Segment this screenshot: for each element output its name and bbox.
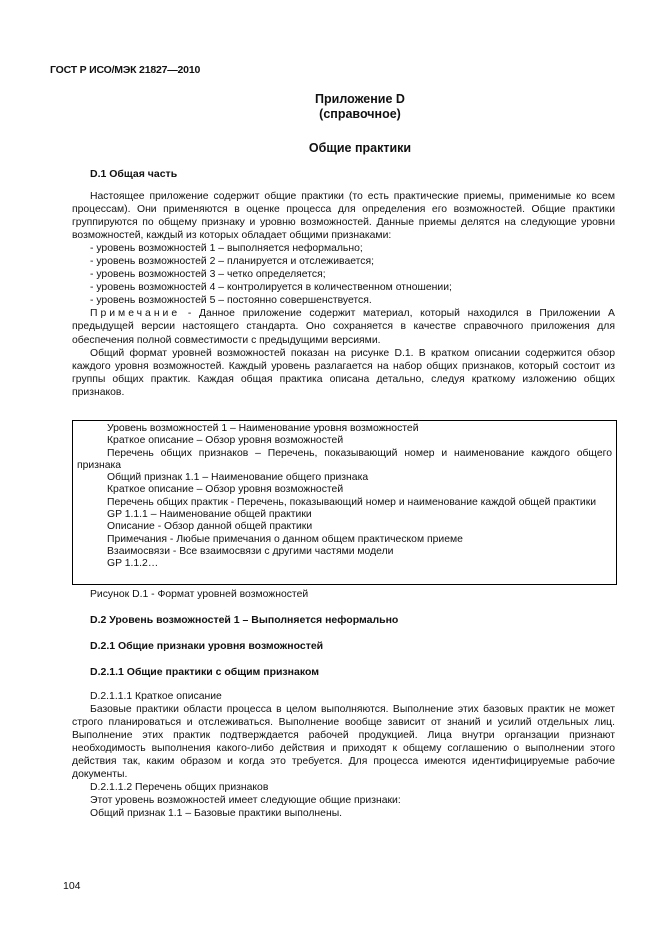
level-item: - уровень возможностей 2 – планируется и отслеживается; xyxy=(90,256,375,268)
level-item: - уровень возможностей 1 – выполняется неформально; xyxy=(90,243,363,255)
level-item: - уровень возможностей 5 – постоянно совершенствуется. xyxy=(90,295,372,307)
figure-line: Взаимосвязи - Все взаимосвязи с другими частями модели xyxy=(107,545,394,557)
level-item: - уровень возможностей 4 – контролируется в количественном отношении; xyxy=(90,282,452,294)
page-number: 104 xyxy=(63,880,81,892)
figure-line: Краткое описание – Обзор уровня возможностей xyxy=(107,435,344,447)
figure-caption: Рисунок D.1 - Формат уровней возможностей xyxy=(90,589,309,600)
standard-header: ГОСТ Р ИСО/МЭК 21827—2010 xyxy=(50,64,201,76)
note-text: - Данное приложение содержит материал, который находился в Приложении А предыдущей версии настоящего стандарта. Оно сохраняется в качестве справочного приложения для обеспечения полной совместимости с предыдущими версиями. xyxy=(72,308,615,346)
figure-line: GP 1.1.2… xyxy=(107,558,159,570)
format-paragraph: Общий формат уровней возможностей показан на рисунке D.1. В кратком описании содержится обзор каждого уровня возможностей. Каждый уровень разлагается на набор общих признаков, который состоит из группы общих практик. Каждая общая практика описана детально, следуя краткому изложению общих признаков. xyxy=(72,347,615,398)
figure-line: Общий признак 1.1 – Наименование общего признака xyxy=(107,472,369,484)
figure-line: Краткое описание – Обзор уровня возможностей xyxy=(107,484,344,496)
figure-line: GP 1.1.1 – Наименование общей практики xyxy=(107,509,312,521)
figure-line: Описание - Обзор данной общей практики xyxy=(107,521,313,533)
figure-line: Перечень общих практик - Перечень, показывающий номер и наименование каждой общей практики xyxy=(107,496,597,508)
section-d1-heading: D.1 Общая часть xyxy=(90,168,178,180)
section-d1-body xyxy=(72,190,615,399)
intro-paragraph: Настоящее приложение содержит общие практики (то есть практические приемы, применимые ко всем процессам). Они применяются в оценке процесса для определения его возможностей. Общие практики группируются по общему признаку и уровню возможностей. Данные приемы делятся на следующие уровни возможностей, каждый из которых обладает общими признаками: xyxy=(72,191,615,242)
figure-line: Перечень общих признаков – Перечень, показывающий номер и наименование каждого общего признака xyxy=(77,447,612,471)
list-intro: Этот уровень возможностей имеет следующие общие признаки: xyxy=(90,795,401,807)
brief-label: D.2.1.1.1 Краткое описание xyxy=(90,691,222,702)
section-d211-heading: D.2.1.1 Общие практики с общим признаком xyxy=(90,666,319,678)
appendix-subtitle: (справочное) xyxy=(319,107,401,121)
note-label: Примечание xyxy=(90,308,181,320)
section-d2-body xyxy=(72,690,615,820)
level-item: - уровень возможностей 3 – четко определяется; xyxy=(90,269,326,281)
brief-paragraph: Базовые практики области процесса в целом выполняются. Выполнение этих базовых практик не может строго планироваться и отслеживаться. Выполнение вообще зависит от знаний и усилий отдельных лиц. Выполнение этих практик подтверждается рабочей продукцией. Лица внутри органзации признают необходимость выполнения какого-либо действия и приходят к общему соглашению о выполнении этого действия так, каким образом и когда это требуется. Для процесса имеются идентифицируемые рабочие документы. xyxy=(72,704,615,781)
list-item: Общий признак 1.1 – Базовые практики выполнены. xyxy=(90,808,343,820)
figure-d1-box xyxy=(72,420,617,585)
appendix-title: Приложение D xyxy=(315,92,405,106)
appendix-heading: Общие практики xyxy=(308,141,412,155)
section-d21-heading: D.2.1 Общие признаки уровня возможностей xyxy=(90,640,324,652)
section-d2-heading: D.2 Уровень возможностей 1 – Выполняется неформально xyxy=(90,614,399,626)
figure-line: Примечания - Любые примечания о данном общем практическом приеме xyxy=(107,533,463,545)
figure-line: Уровень возможностей 1 – Наименование уровня возможностей xyxy=(107,423,419,434)
appendix-title-block xyxy=(200,92,520,122)
note-paragraph xyxy=(72,307,615,346)
list-label: D.2.1.1.2 Перечень общих признаков xyxy=(90,782,269,794)
